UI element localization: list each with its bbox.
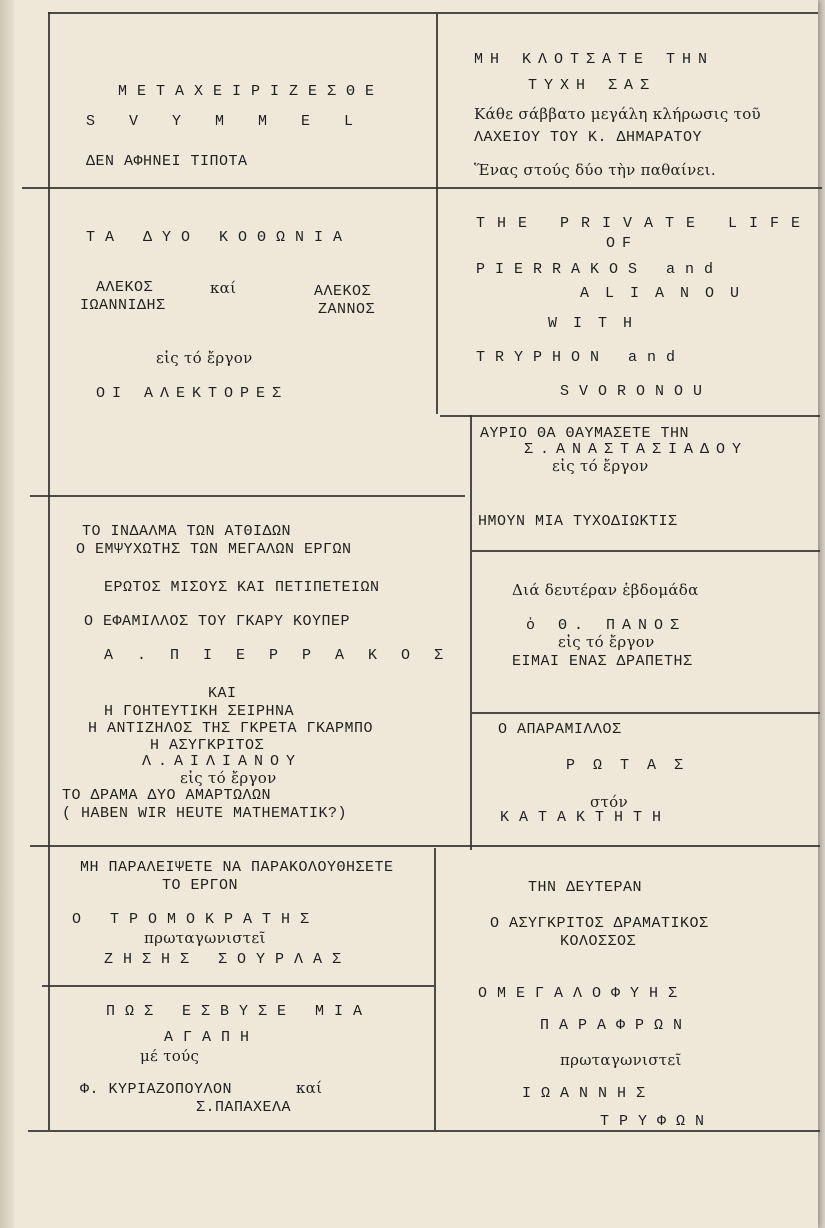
box9-line5: ΖΗΣΗΣ ΣΟΥΡΛΑΣ — [104, 951, 352, 968]
box8-line1: Ο ΑΠΑΡΑΜΙΛΛΟΣ — [498, 721, 622, 738]
box10-line3: μέ τούς — [140, 1047, 200, 1065]
box6-line9: Η ΑΣΥΓΚΡΙΤΟΣ — [150, 737, 265, 754]
box8-line3: στόν — [590, 793, 628, 811]
box3-left1: ΑΛΕΚΟΣ — [96, 279, 154, 296]
box1-line2: SVYMMEL — [86, 113, 388, 130]
box2-line1: ΜΗ ΚΛΟΤΣΑΤΕ ΤΗΝ — [474, 51, 715, 68]
box9-line2: ΤΟ ΕΡΓΟΝ — [162, 877, 239, 894]
box2-line4: ΛΑΧΕΙΟΥ ΤΟΥ Κ. ΔΗΜΑΡΑΤΟΥ — [474, 129, 703, 146]
box6-line8: Η ΑΝΤΙΖΗΛΟΣ ΤΗΣ ΓΚΡΕΤΑ ΓΚΑΡΜΠΟ — [88, 720, 374, 737]
rule-row3 — [30, 845, 820, 847]
box5-line1: ΑΥΡΙΟ ΘΑ ΘΑΥΜΑΣΕΤΕ ΤΗΝ — [480, 425, 690, 442]
rule-row1 — [22, 187, 822, 189]
paper-edge — [0, 0, 14, 1228]
box10-line5: Σ.ΠΑΠΑΧΕΛΑ — [196, 1099, 292, 1116]
box4-line7: SVORONOU — [560, 383, 713, 400]
box7-line2: ὁ Θ. ΠΑΝΟΣ — [526, 617, 687, 634]
box4-line4: ALIANOU — [580, 285, 756, 302]
rule-top — [48, 12, 818, 14]
box6-line1: ΤΟ ΙΝΔΑΛΜΑ ΤΩΝ ΑΤΘΙΔΩΝ — [82, 523, 292, 540]
box11-line8: ΤΡΥΦΩΝ — [600, 1113, 715, 1130]
box10-line2: ΑΓΑΠΗ — [164, 1029, 260, 1046]
rule-center-upper — [436, 14, 438, 414]
box3-right2: ΖΑΝΝΟΣ — [318, 301, 376, 318]
box6-line4: Ο ΕΦΑΜΙΛΛΟΣ ΤΟΥ ΓΚΑΡΥ ΚΟΥΠΕΡ — [84, 613, 351, 630]
box4-line6: TRYPHON and — [476, 349, 686, 366]
box5-line4: ΗΜΟΥΝ ΜΙΑ ΤΥΧΟΔΙΩΚΤΙΣ — [478, 513, 678, 530]
rule-right-b — [472, 712, 820, 714]
box6-line11: εἰς τό ἔργον — [180, 769, 277, 787]
box4-line3: PIERRAKOS and — [476, 261, 724, 278]
box9-line1: ΜΗ ΠΑΡΑΛΕΙΨΕΤΕ ΝΑ ΠΑΡΑΚΟΛΟΥΘΗΣΕΤΕ — [80, 859, 394, 876]
box6-line10: Λ.ΑΙΛΙΑΝΟΥ — [142, 753, 303, 770]
box3-title: ΤΑ ΔΥΟ ΚΟΘΩΝΙΑ — [86, 229, 353, 246]
box6-line12: ΤΟ ΔΡΑΜΑ ΔΥΟ ΑΜΑΡΤΩΛΩΝ — [62, 787, 272, 804]
box6-line3: ΕΡΩΤΟΣ ΜΙΣΟΥΣ ΚΑΙ ΠΕΤΙΠΕΤΕΙΩΝ — [104, 579, 380, 596]
box4-line1: THE PRIVATE LIFE — [476, 215, 813, 232]
rule-left-c — [42, 985, 434, 987]
box3-left2: ΙΩΑΝΝΙΔΗΣ — [80, 297, 166, 314]
box10-line4: Φ. ΚΥΡΙΑΖΟΠΟΥΛΟΝ — [80, 1081, 233, 1098]
box11-line3: ΚΟΛΟΣΣΟΣ — [560, 933, 637, 950]
box11-line6: πρωταγωνιστεῖ — [560, 1051, 682, 1069]
rule-center-mid — [470, 415, 472, 850]
box10-kai: καί — [296, 1079, 323, 1097]
box9-line3: Ο ΤΡΟΜΟΚΡΑΤΗΣ — [72, 911, 320, 928]
rule-row2-right — [440, 415, 820, 417]
box6-line6: ΚΑΙ — [208, 685, 237, 702]
box5-line2: Σ.ΑΝΑΣΤΑΣΙΑΔΟΥ — [524, 441, 749, 458]
box6-line13: ( HABEN WIR HEUTE MATHEMATIK?) — [62, 805, 348, 822]
box9-line4: πρωταγωνιστεῖ — [144, 929, 266, 947]
box7-line3: εἰς τό ἔργον — [558, 633, 655, 651]
rule-row2-left — [30, 495, 465, 497]
box3-line4: εἰς τό ἔργον — [156, 349, 253, 367]
box2-line2: ΤΥΧΗ ΣΑΣ — [528, 77, 657, 94]
rule-center-lower — [434, 848, 436, 1130]
box4-line5: WITH — [548, 315, 649, 332]
box3-line5: ΟΙ ΑΛΕΚΤΟΡΕΣ — [96, 385, 289, 402]
box8-line2: ΡΩΤΑΣ — [566, 757, 702, 774]
box3-right1: ΑΛΕΚΟΣ — [314, 283, 372, 300]
box7-line4: ΕΙΜΑΙ ΕΝΑΣ ΔΡΑΠΕΤΗΣ — [512, 653, 693, 670]
box1-line1: ΜΕΤΑΧΕΙΡΙΖΕΣΘΕ — [118, 83, 385, 100]
box3-kai: καί — [210, 279, 237, 297]
box6-line7: Η ΓΟΗΤΕΥΤΙΚΗ ΣΕΙΡΗΝΑ — [104, 703, 295, 720]
box2-line3: Κάθε σάββατο μεγάλη κλήρωσις τοῦ — [474, 105, 761, 123]
box1-line3: ΔΕΝ ΑΦΗΝΕΙ ΤΙΠΟΤΑ — [86, 153, 248, 170]
box8-line4: ΚΑΤΑΚΤΗΤΗ — [500, 809, 672, 826]
box11-line2: Ο ΑΣΥΓΚΡΙΤΟΣ ΔΡΑΜΑΤΙΚΟΣ — [490, 915, 709, 932]
box10-line1: ΠΩΣ ΕΣΒΥΣΕ ΜΙΑ — [106, 1003, 373, 1020]
box4-line2: OF — [606, 235, 639, 252]
box2-line5: Ἕνας στούς δύο τὴν παθαίνει. — [474, 161, 716, 179]
box11-line5: ΠΑΡΑΦΡΩΝ — [540, 1017, 693, 1034]
box7-line1: Διά δευτέραν ἑβδομάδα — [512, 581, 699, 599]
box11-line4: ΟΜΕΓΑΛΟΦΥΗΣ — [478, 985, 688, 1002]
box6-line5: Α.ΠΙΕΡΡΑΚΟΣ — [104, 647, 468, 664]
box5-line3: εἰς τό ἔργον — [552, 457, 649, 475]
box11-line7: ΙΩΑΝΝΗΣ — [522, 1085, 656, 1102]
rule-left — [48, 12, 50, 1130]
box11-line1: ΤΗΝ ΔΕΥΤΕΡΑΝ — [528, 879, 643, 896]
box6-line2: Ο ΕΜΨΥΧΩΤΗΣ ΤΩΝ ΜΕΓΑΛΩΝ ΕΡΓΩΝ — [76, 541, 352, 558]
rule-right-a — [472, 550, 820, 552]
